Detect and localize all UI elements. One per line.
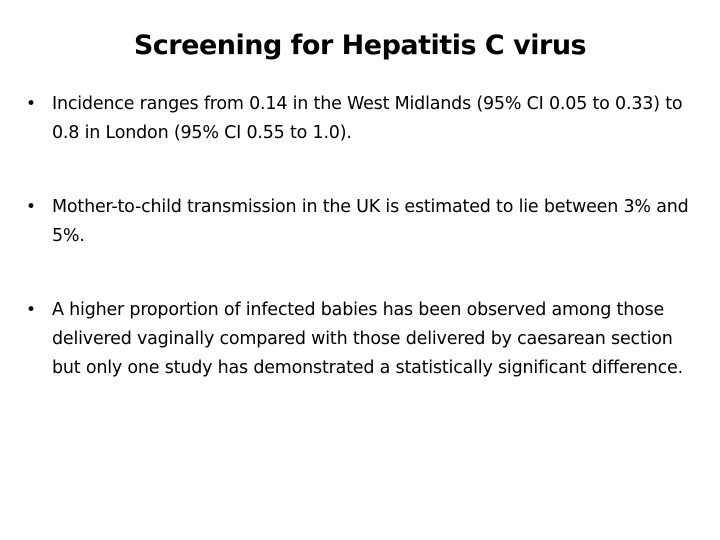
bullet-item-delivery: • A higher proportion of infected babies has been observed among those delivered vaginally compared with those delivered by caesarean section but only one study has demonstrated a statistically significant difference. [24, 296, 704, 383]
bullet-list [24, 90, 704, 428]
bullet-item-transmission: • Mother-to-child transmission in the UK is estimated to lie between 3% and 5%. [24, 193, 704, 251]
bullet-item-incidence: • Incidence ranges from 0.14 in the West Midlands (95% CI 0.05 to 0.33) to 0.8 in London (95% CI 0.55 to 1.0). [24, 90, 704, 148]
slide-title: Screening for Hepatitis C virus [133, 30, 587, 61]
